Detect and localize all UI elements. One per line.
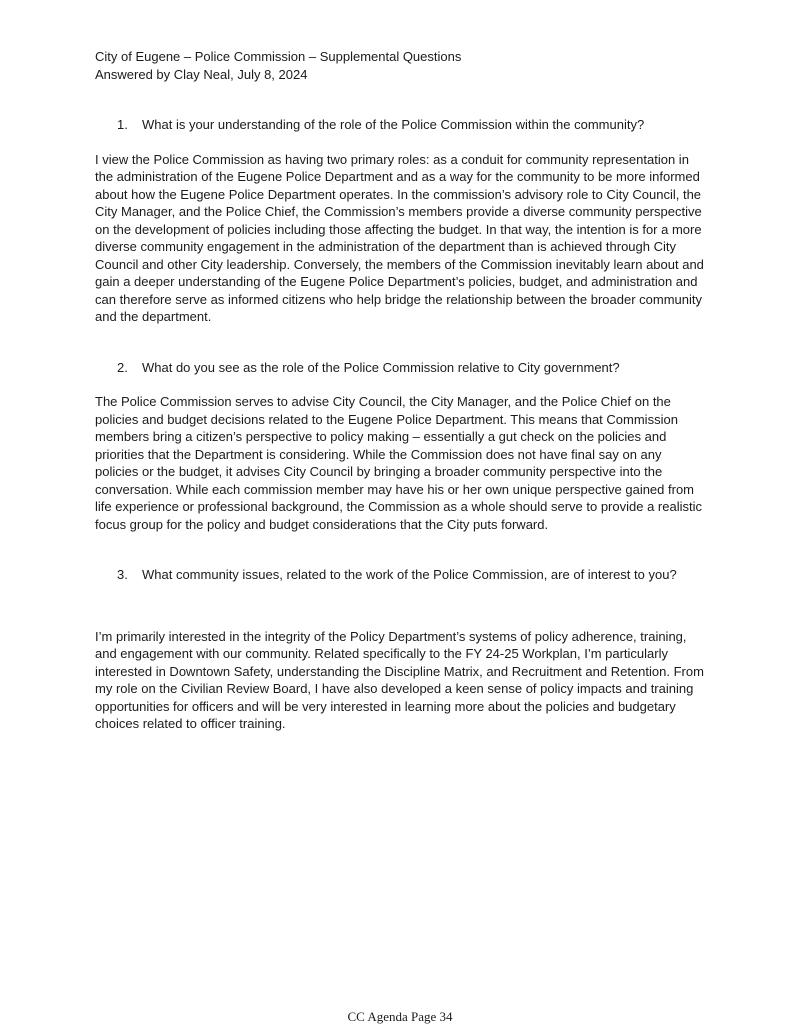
document-subtitle: Answered by Clay Neal, July 8, 2024 bbox=[95, 66, 308, 82]
qa-block-2 bbox=[95, 359, 705, 534]
question-2 bbox=[95, 359, 705, 377]
answer-2: The Police Commission serves to advise City Council, the City Manager, and the Police Chief on the policies and budget decisions related to the Eugene Police Department. This means that Commission members bring a citizen’s perspective to policy making – essentially a gut check on the policies and priorities that the Department is considering. While the Commission does not have final say on any policies or the budget, it advises City Council by bringing a broader community perspective into the conversation. While each commission member may have his or her own unique perspective gained from life experience or professional background, the Commission as a whole should serve to provide a realistic focus group for the policy and budget considerations that the City puts forward. bbox=[95, 394, 702, 532]
question-1 bbox=[95, 116, 705, 134]
question-3-text: What community issues, related to the work of the Police Commission, are of interest to you? bbox=[142, 567, 677, 582]
page-footer bbox=[0, 1008, 800, 1026]
answer-3: I’m primarily interested in the integrity of the Policy Department’s systems of policy adherence, training, and engagement with our community. Related specifically to the FY 24-25 Workplan, I’m particularly interested in Downtown Safety, understanding the Discipline Matrix, and Recruitment and Retention. From my role on the Civilian Review Board, I have also developed a keen sense of policy impacts and training opportunities for officers and will be very interested in learning more about the policies and budgetary choices related to officer training. bbox=[95, 628, 704, 731]
question-2-text: What do you see as the role of the Police Commission relative to City government? bbox=[142, 359, 620, 375]
document-header bbox=[95, 48, 705, 83]
question-1-text: What is your understanding of the role of the Police Commission within the community? bbox=[142, 117, 645, 132]
qa-block-3 bbox=[95, 566, 705, 733]
question-3 bbox=[95, 566, 705, 584]
question-2-number: 2. bbox=[117, 359, 128, 375]
question-3-number: 3. bbox=[117, 567, 128, 582]
qa-block-1 bbox=[95, 116, 705, 326]
answer-1: I view the Police Commission as having two primary roles: as a conduit for community representation in the administration of the Eugene Police Department and as a way for the community to be more informed about how the Eugene Police Department operates. In the commission’s advisory role to City Council, the City Manager, and the Police Chief, the Commission’s members provide a diverse community perspective on the development of policies including those affecting the budget. In that way, the intention is for a more diverse community engagement in the administration of the department than is achieved through City Council and other City leadership. Conversely, the members of the Commission inevitably learn about and gain a deeper understanding of the Eugene Police Department’s policies, budget, and administration and can therefore serve as informed citizens who help bridge the relationship between the broader community and the department. bbox=[95, 151, 704, 324]
document-title: City of Eugene – Police Commission – Supplemental Questions bbox=[95, 49, 462, 64]
footer-text: CC Agenda Page 34 bbox=[347, 1008, 453, 1024]
question-1-number: 1. bbox=[117, 117, 128, 132]
